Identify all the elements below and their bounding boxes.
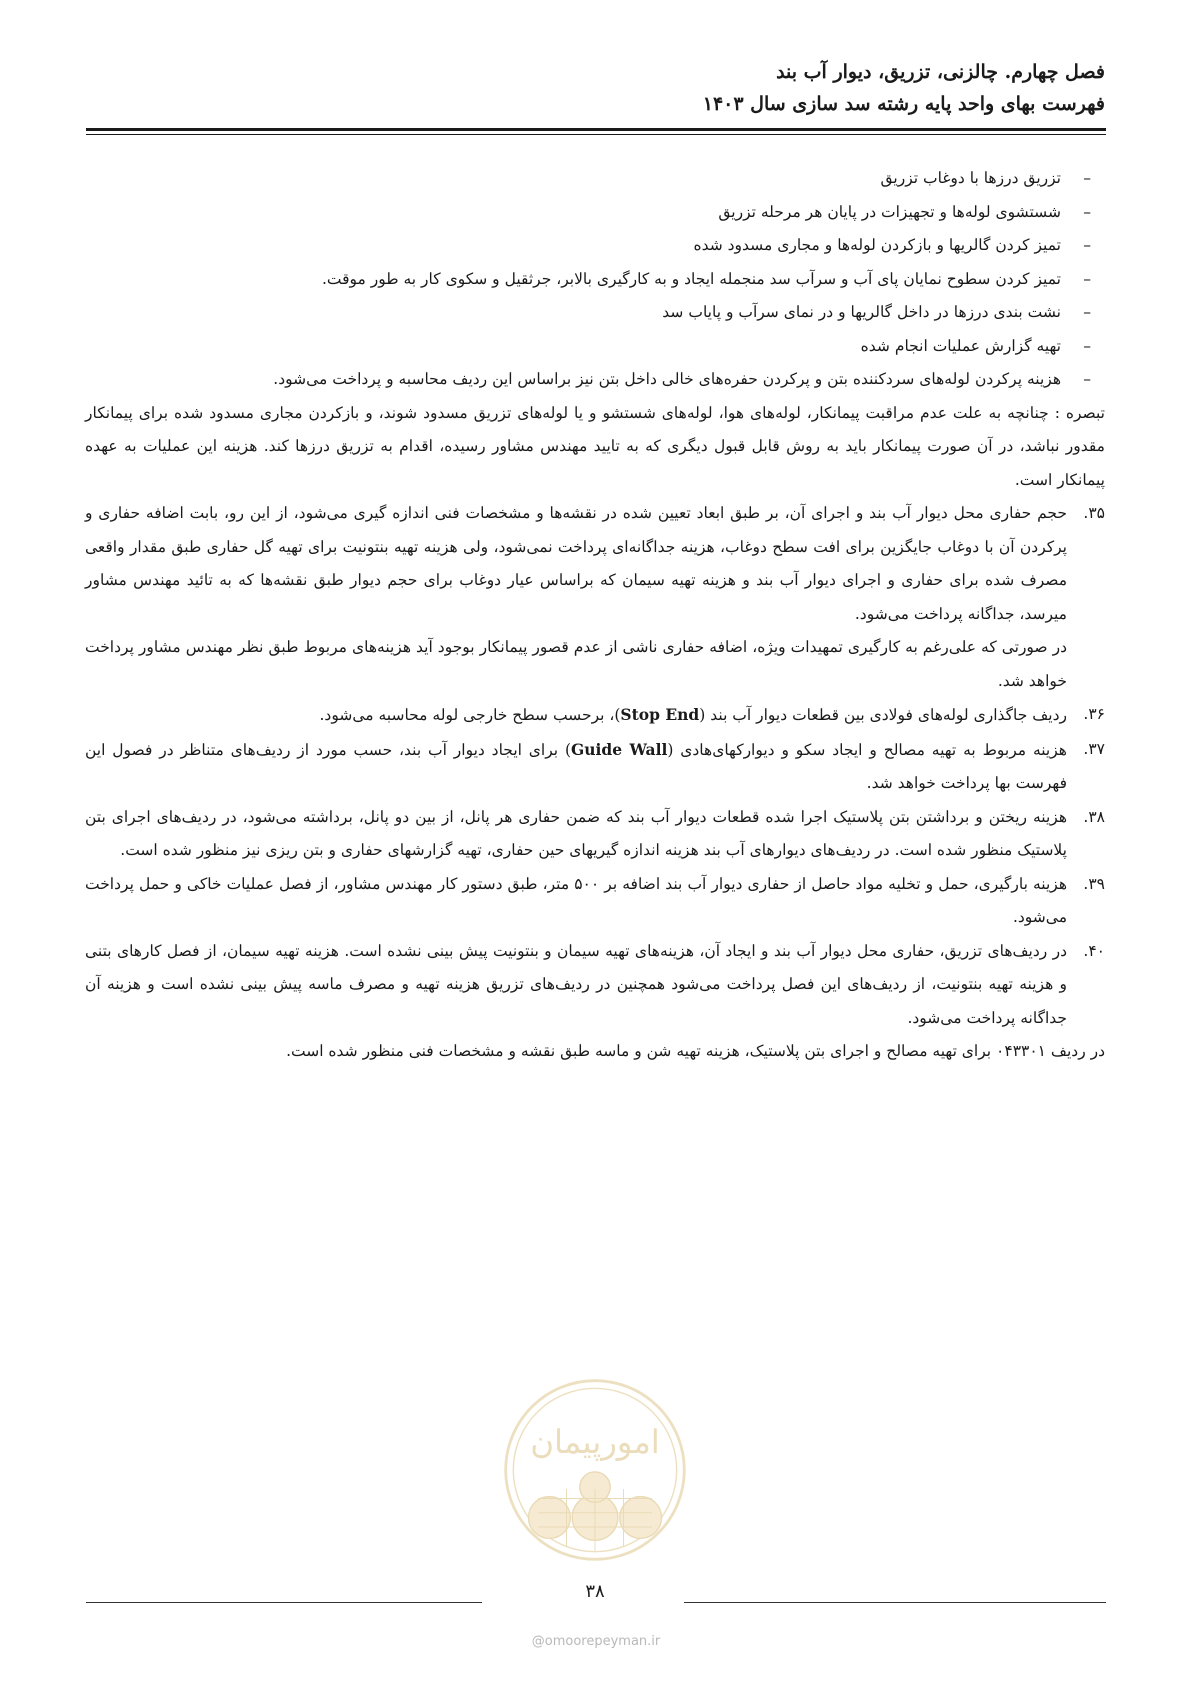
numbered-item-39 xyxy=(85,868,1105,935)
english-term: Stop End xyxy=(620,705,700,724)
bullet-text: هزینه پرکردن لوله‌های سردکننده بتن و پرکردن حفره‌های خالی داخل بتن نیز براساس این ردیف محاسبه و پرداخت می‌شود. xyxy=(273,370,1061,388)
watermark-seal-logo xyxy=(500,1375,690,1565)
item-text: حجم حفاری محل دیوار آب بند و اجرای آن، بر طبق ابعاد تعیین شده در نقشه‌ها و مشخصات فنی اندازه گیری می‌شود، از این رو، بابت اضافه حفاری و پرکردن آن با دوغاب جایگزین برای افت سطح دوغاب، هزینه جداگانه‌ای پرداخت نمی‌شود، ولی هزینه تهیه بنتونیت برای تهیه گل حفاری طبق مقدار واقعی مصرف شده برای حفاری و اجرای دیوار آب بند و هزینه تهیه سیمان که براساس عیار دوغاب برای حجم دیوار طبق نقشه‌ها که به تائید مهندس مشاور میرسد، جداگانه پرداخت می‌شود. xyxy=(85,504,1067,623)
item-number: ۴۰. xyxy=(1083,941,1105,960)
bullet-item xyxy=(85,263,1091,297)
item-text: در ردیف‌های تزریق، حفاری محل دیوار آب بند و ایجاد آن، هزینه‌های تهیه سیمان و بنتونیت پیش بینی نشده است. هزینه تهیه سیمان، از فصل کارهای بتنی و هزینه تهیه بنتونیت، از ردیف‌های این فصل پرداخت می‌شود همچنین در ردیف‌های تزریق هزینه تهیه و مصرف ماسه پیش بینی نشده است و هزینه آن جداگانه پرداخت می‌شود. xyxy=(85,941,1067,1027)
note-paragraph: تبصره : چنانچه به علت عدم مراقبت پیمانکار، لوله‌های هوا، لوله‌های شستشو و یا لوله‌های تزریق مسدود شوند، و بازکردن مجاری مسدود شده برای پیمانکار مقدور نباشد، در آن صورت پیمانکار باید به روش قابل قبول دیگری که به تایید مهندس مشاور رسیده، اقدام به تزریق درزها کند. هزینه این عملیات به عهده پیمانکار است. xyxy=(85,403,1105,489)
bullet-item xyxy=(85,162,1091,196)
bullet-dash: – xyxy=(1083,336,1091,355)
numbered-item-35 xyxy=(85,497,1105,631)
numbered-item-40 xyxy=(85,935,1105,1036)
item-number: ۳۶. xyxy=(1083,705,1105,723)
item-text-part: هزینه مربوط به تهیه مصالح و ایجاد سکو و دیوارکهای‌هادی ( xyxy=(667,740,1067,759)
body-content xyxy=(85,162,1105,1069)
header-rule-thick xyxy=(86,128,1106,131)
website-watermark: @omoorepeyman.ir xyxy=(531,1634,661,1649)
item-text-part: )، برحسب سطح خارجی لوله محاسبه می‌شود. xyxy=(319,706,621,724)
bullet-dash: – xyxy=(1083,169,1091,187)
item-35-continuation: در صورتی که علی‌رغم به کارگیری تمهیدات ویژه، اضافه حفاری ناشی از عدم قصور پیمانکار بوجود آید هزینه‌های مربوط طبق نظر مهندس مشاور پرداخت خواهد شد. xyxy=(85,638,1067,690)
bullet-text: تزریق درزها با دوغاب تزریق xyxy=(880,169,1061,187)
item-number: ۳۹. xyxy=(1083,874,1105,893)
bullet-dash: – xyxy=(1083,202,1091,221)
item-text-part: ) برای ایجاد دیوار آب بند، حسب مورد از ردیف‌های متناظر در فصول این فهرست بها پرداخت خواهد شد. xyxy=(85,740,1067,792)
bullet-item xyxy=(85,229,1091,263)
chapter-title: فصل چهارم. چالزنی، تزریق، دیوار آب بند xyxy=(776,61,1105,83)
page-header xyxy=(85,56,1105,120)
numbered-item-37 xyxy=(85,733,1105,801)
bullet-item xyxy=(85,296,1091,330)
page-number: ۳۸ xyxy=(585,1581,605,1602)
bullet-dash: – xyxy=(1083,236,1091,254)
item-number: ۳۷. xyxy=(1083,739,1105,758)
bullet-text: تمیز کردن گالریها و بازکردن لوله‌ها و مجاری مسدود شده xyxy=(693,236,1061,254)
bullet-dash: – xyxy=(1083,370,1091,388)
bullet-item xyxy=(85,363,1091,397)
bullet-text: شستشوی لوله‌ها و تجهیزات در پایان هر مرحله تزریق xyxy=(718,202,1061,221)
bullet-item xyxy=(85,196,1091,230)
item-text: هزینه بارگیری، حمل و تخلیه مواد حاصل از حفاری دیوار آب بند اضافه بر ۵۰۰ متر، طبق دستور کار مهندس مشاور، از فصل عملیات خاکی و حمل پرداخت می‌شود. xyxy=(85,874,1067,926)
bullet-dash: – xyxy=(1083,303,1091,321)
item-text-part: ردیف جاگذاری لوله‌های فولادی بین قطعات دیوار آب بند ( xyxy=(699,706,1067,724)
english-term: Guide Wall xyxy=(571,739,668,759)
item-number: ۳۵. xyxy=(1083,504,1105,522)
footer-rule-left xyxy=(86,1602,482,1603)
item-text: هزینه ریختن و برداشتن بتن پلاستیک اجرا شده قطعات دیوار آب بند که ضمن حفاری هر پانل، از بین دو پانل، برداشته می‌شود، در ردیف‌های اجرای بتن پلاستیک منظور شده است. در ردیف‌های دیوارهای آب بند هزینه اندازه گیریهای حین حفاری، تهیه گزارشهای حفاری و بتن ریزی نیز منظور شده است. xyxy=(85,807,1067,859)
bullet-text: تمیز کردن سطوح نمایان پای آب و سرآب سد منجمله ایجاد و به کارگیری بالابر، جرثقیل و سکوی کار به طور موقت. xyxy=(321,269,1061,288)
item-number: ۳۸. xyxy=(1083,807,1105,826)
document-title: فهرست بهای واحد پایه رشته سد سازی سال ۱۴۰۳ xyxy=(702,93,1105,115)
bullet-text: تهیه گزارش عملیات انجام شده xyxy=(860,336,1061,355)
numbered-item-36 xyxy=(85,698,1105,733)
bullet-dash: – xyxy=(1083,269,1091,288)
numbered-item-38 xyxy=(85,801,1105,868)
item-text xyxy=(85,698,1067,733)
closing-paragraph: در ردیف ۰۴۳۳۰۱ برای تهیه مصالح و اجرای بتن پلاستیک، هزینه تهیه شن و ماسه طبق نقشه و مشخصات فنی منظور شده است. xyxy=(286,1042,1105,1060)
bullet-text: نشت بندی درزها در داخل گالریها و در نمای سرآب و پایاب سد xyxy=(662,303,1061,321)
bullet-item xyxy=(85,330,1091,364)
item-text xyxy=(85,733,1067,801)
seal-lettering: امورپیمان xyxy=(530,1422,660,1461)
header-rule-thin xyxy=(86,134,1106,135)
footer-rule-right xyxy=(684,1602,1106,1603)
